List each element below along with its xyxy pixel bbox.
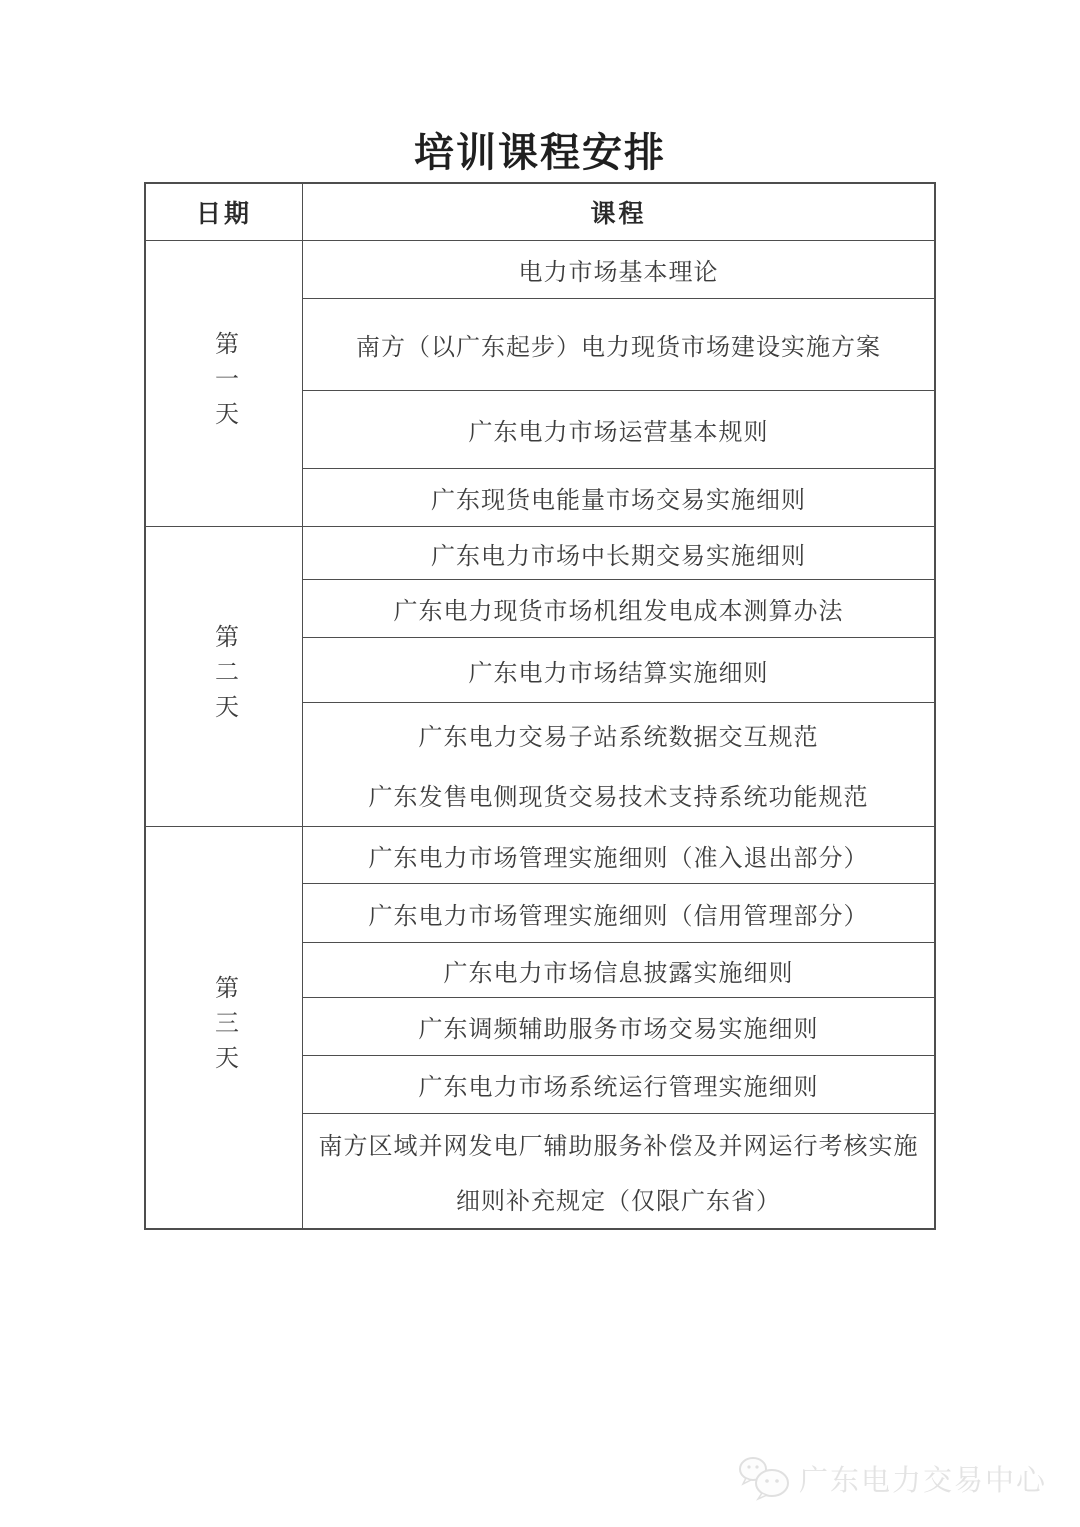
table-row: 广东电力市场运营基本规则 [303,390,934,468]
day-cell-2 [146,527,303,826]
wechat-icon [738,1455,792,1501]
day-block-3 [146,826,934,1228]
course-line: 广东发售电侧现货交易技术支持系统功能规范 [368,784,869,811]
day-block-2 [146,526,934,826]
table-row: 广东电力市场结算实施细则 [303,637,934,702]
day-cell-3 [146,827,303,1228]
table-row: 广东电力市场信息披露实施细则 [303,942,934,997]
course-line: 广东电力交易子站系统数据交互规范 [418,725,819,752]
day-2-courses [303,527,934,826]
table-row: 广东调频辅助服务市场交易实施细则 [303,997,934,1055]
table-row: 广东电力市场管理实施细则（信用管理部分） [303,883,934,942]
day-1-courses [303,241,934,526]
day-label-3: 第三天 [210,975,237,1080]
header-cell-date: 日期 [146,184,303,240]
table-row: 广东电力市场管理实施细则（准入退出部分） [368,845,869,872]
table-row: 广东电力市场中长期交易实施细则 [431,543,806,570]
table-row: 电力市场基本理论 [518,260,719,286]
day-label-2: 第二天 [210,624,237,729]
table-header-row [146,184,934,240]
table-row [303,1113,934,1228]
training-schedule-table [144,182,936,1230]
table-row: 广东电力市场系统运行管理实施细则 [303,1055,934,1113]
page-title: 培训课程安排 [414,131,666,175]
day-label-1: 第一天 [210,331,237,436]
day-3-courses [303,827,934,1228]
table-row: 南方（以广东起步）电力现货市场建设实施方案 [303,298,934,390]
day-block-1 [146,240,934,526]
watermark [738,1455,1047,1501]
course-line: 南方区域并网发电厂辅助服务补偿及并网运行考核实施 [318,1134,919,1160]
course-line: 细则补充规定（仅限广东省） [456,1189,781,1215]
table-row: 广东电力现货市场机组发电成本测算办法 [303,579,934,637]
table-row: 广东现货电能量市场交易实施细则 [303,468,934,526]
day-cell-1 [146,241,303,526]
watermark-text: 广东电力交易中心 [798,1464,1047,1497]
table-row [303,702,934,826]
header-cell-course: 课程 [590,200,647,228]
